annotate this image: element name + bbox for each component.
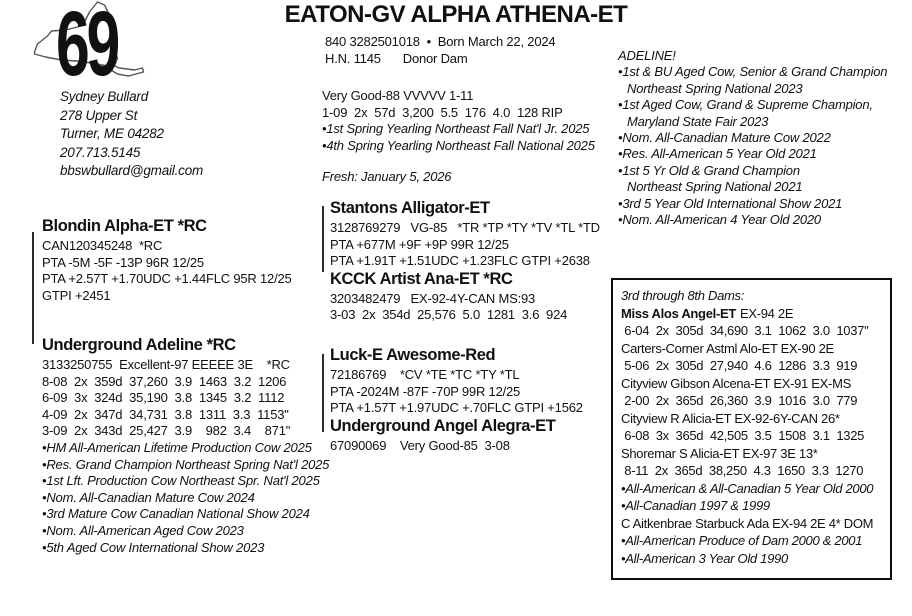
herd-number: H.N. 1145 [325, 51, 381, 66]
dam-show-award: •Nom. All-American Aged Cow 2023 [42, 522, 244, 538]
dam6-record: 6-08 3x 365d 42,505 3.5 1508 3.1 1325 [621, 428, 865, 443]
dam-show-award: •Nom. All-Canadian Mature Cow 2024 [42, 489, 255, 505]
sire-pta: PTA +2.57T +1.70UDC +1.44FLC 95R 12/25 [42, 271, 292, 287]
classification-line: Very Good-88 VVVVV 1-11 [322, 88, 474, 103]
role-label: Donor Dam [402, 51, 468, 66]
dam-show-award: •1st Lft. Production Cow Northeast Spr. Nat'l 2025 [42, 473, 320, 489]
registration-block [325, 33, 555, 67]
pedigree-bracket-sire [32, 232, 34, 344]
dam-sire-id: 72186769 *CV *TE *TC *TY *TL [330, 367, 520, 382]
sire-pta: PTA -5M -5F -13P 96R 12/25 [42, 254, 204, 270]
sire-dam-id: 3203482479 EX-92-4Y-CAN MS:93 [330, 290, 536, 306]
dam3-name-line [621, 305, 885, 323]
dam7-record: 8-11 2x 365d 38,250 4.3 1650 3.3 1270 [621, 463, 864, 478]
sire-sire-id: 3128769279 VG-85 *TR *TP *TY *TV *TL *TD [330, 220, 600, 235]
consignor-name: Sydney Bullard [60, 89, 149, 104]
dam8-award: •All-American Produce of Dam 2000 & 2001 [621, 533, 863, 548]
dam-awards-block [618, 48, 887, 228]
lot-number: 69 [56, 0, 117, 95]
dam-record: 8-08 2x 359d 37,260 3.9 1463 3.2 1206 [42, 373, 287, 389]
dam-sire-pta: PTA -2024M -87F -70P 99R 12/25 [330, 383, 521, 399]
dam-award: •3rd 5 Year Old International Show 2021 [618, 195, 843, 211]
sire-block [42, 217, 292, 304]
extended-dams-box [611, 278, 892, 580]
dam7-award: •All-American & All-Canadian 5 Year Old 2000 [621, 480, 874, 496]
dam8-award: •All-American 3 Year Old 1990 [621, 550, 788, 566]
consignor-email: bbswbullard@gmail.com [60, 163, 204, 178]
dam-award: •Nom. All-Canadian Mature Cow 2022 [618, 130, 831, 146]
dam3-score: EX-94 2E [739, 305, 794, 321]
dam-record: 4-09 2x 347d 34,731 3.8 1311 3.3 1153" [42, 406, 289, 422]
dam-award: Maryland State Fair 2023 [627, 113, 769, 129]
performance-block [322, 88, 595, 186]
show-award: •4th Spring Yearling Northeast Fall National 2025 [322, 137, 595, 153]
sire-sire-name: Stantons Alligator-ET [330, 199, 490, 217]
dams-box-title: 3rd through 8th Dams: [621, 288, 745, 303]
dam3-name: Miss Alos Angel-ET [621, 305, 736, 321]
dam5-record: 2-00 2x 365d 26,360 3.9 1016 3.0 779 [621, 393, 858, 408]
consignor-city: Turner, ME 04282 [60, 126, 164, 141]
dam-sire-block [330, 346, 583, 454]
dam-name: Underground Adeline *RC [42, 336, 236, 354]
dam-award: •Nom. All-American 4 Year Old 2020 [618, 212, 821, 228]
dam-dam-id: 67090069 Very Good-85 3-08 [330, 437, 510, 453]
dam4-record: 5-06 2x 305d 27,940 4.6 1286 3.3 919 [621, 358, 858, 373]
show-award: •1st Spring Yearling Northeast Fall Nat'l Jr. 2025 [322, 121, 590, 137]
sire-dam-name: KCCK Artist Ana-ET *RC [330, 269, 513, 288]
dam-award: Northeast Spring National 2023 [627, 80, 803, 96]
sire-sire-block [330, 199, 600, 324]
dam-award: •Res. All-American 5 Year Old 2021 [618, 146, 817, 162]
dam-award: Northeast Spring National 2021 [627, 179, 803, 195]
dam-dam-name: Underground Angel Alegra-ET [330, 416, 556, 435]
dam-award: •1st Aged Cow, Grand & Supreme Champion, [618, 97, 873, 113]
dam5-name-line: Cityview Gibson Alcena-ET EX-91 EX-MS [621, 375, 851, 391]
consignor-phone: 207.713.5145 [60, 144, 141, 160]
dam7-award: •All-Canadian 1997 & 1999 [621, 498, 770, 513]
dam4-name-line: Carters-Corner Astml Alo-ET EX-90 2E [621, 340, 834, 356]
consignor-block [60, 88, 203, 181]
sire-id: CAN120345248 *RC [42, 238, 163, 253]
sire-name: Blondin Alpha-ET *RC [42, 217, 207, 235]
dam-sire-pta: PTA +1.57T +1.97UDC +.70FLC GTPI +1562 [330, 400, 583, 416]
registration-line: 840 3282501018 • Born March 22, 2024 [325, 34, 556, 49]
sire-sire-pta: PTA +1.91T +1.51UDC +1.23FLC GTPI +2638 [330, 253, 590, 269]
dam-award: •1st & BU Aged Cow, Senior & Grand Champion [618, 64, 888, 80]
dam-record: 3-09 2x 343d 25,427 3.9 982 3.4 871" [42, 423, 291, 439]
dam-award: •1st 5 Yr Old & Grand Champion [618, 162, 800, 178]
sire-sire-pta: PTA +677M +9F +9P 99R 12/25 [330, 236, 509, 252]
production-record: 1-09 2x 57d 3,200 5.5 176 4.0 128 RIP [322, 104, 563, 120]
dam3-record: 6-04 2x 305d 34,690 3.1 1062 3.0 1037" [621, 323, 869, 338]
dam-show-award: •5th Aged Cow International Show 2023 [42, 539, 265, 555]
dam7-name-line: Shoremar S Alicia-ET EX-97 3E 13* [621, 445, 818, 461]
dam-show-award: •Res. Grand Champion Northeast Spring Nat'l 2025 [42, 456, 330, 472]
dam8-name-line: C Aitkenbrae Starbuck Ada EX-94 2E 4* DOM [621, 515, 874, 531]
pedigree-bracket-sire-sire [322, 206, 324, 272]
dam-id: 3133250755 Excellent-97 EEEEE 3E *RC [42, 357, 290, 372]
dam-show-award: •3rd Mature Cow Canadian National Show 2024 [42, 506, 310, 522]
fresh-date: Fresh: January 5, 2026 [322, 169, 452, 185]
page-title: EATON-GV ALPHA ATHENA-ET [284, 1, 628, 28]
consignor-street: 278 Upper St [60, 107, 138, 123]
dam-record: 6-09 3x 324d 35,190 3.8 1345 3.2 1112 [42, 390, 285, 406]
sire-dam-record: 3-03 2x 354d 25,576 5.0 1281 3.6 924 [330, 307, 568, 323]
dam6-name-line: Cityview R Alicia-ET EX-92-6Y-CAN 26* [621, 410, 840, 426]
dam-awards-title: ADELINE! [618, 48, 676, 63]
sire-gtpi: GTPI +2451 [42, 287, 111, 303]
herd-number-line [325, 50, 555, 67]
dam-show-award: •HM All-American Lifetime Production Cow 2025 [42, 439, 312, 455]
dam-block [42, 336, 329, 556]
dam-sire-name: Luck-E Awesome-Red [330, 346, 496, 364]
